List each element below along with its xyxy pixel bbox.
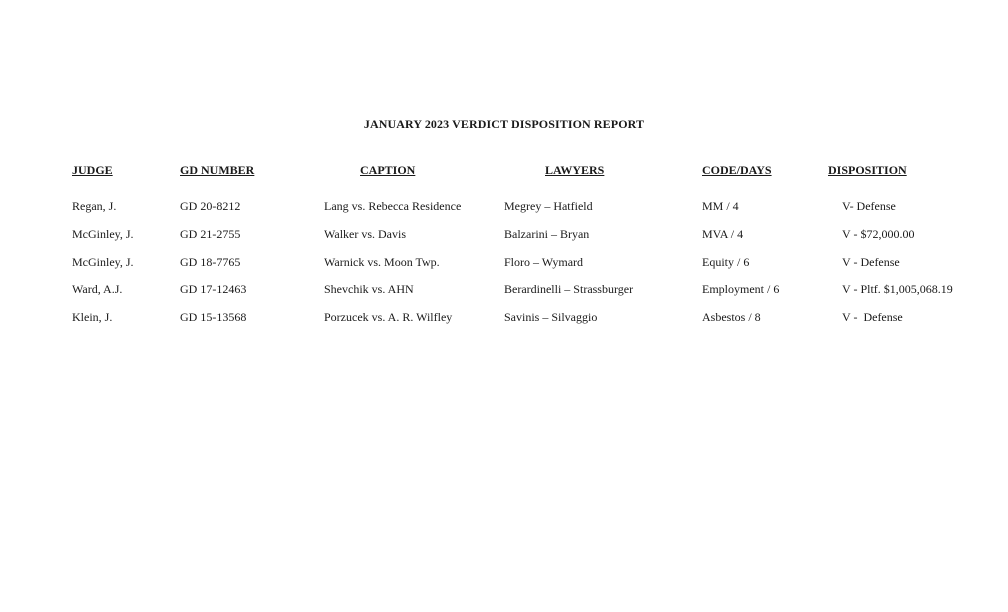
caption-cell: Porzucek vs. A. R. Wilfley (324, 310, 453, 325)
judge-cell: Ward, A.J. (72, 282, 123, 297)
lawyers-cell: Balzarini – Bryan (504, 226, 590, 241)
caption-cell: Shevchik vs. AHN (324, 282, 414, 297)
disposition-cell: V - Defense (842, 254, 900, 269)
disposition-cell: V - Pltf. $1,005,068.19 (842, 282, 953, 297)
caption-cell: Warnick vs. Moon Twp. (324, 254, 440, 269)
gd-number-cell: GD 20-8212 (180, 199, 241, 213)
judge-cell: Regan, J. (72, 199, 117, 213)
gd-number-cell: GD 15-13568 (180, 310, 247, 325)
code-days-cell: Equity / 6 (702, 254, 750, 269)
lawyers-cell: Savinis – Silvaggio (504, 310, 598, 325)
code-days-cell: Employment / 6 (702, 282, 780, 297)
header-caption: CAPTION (360, 163, 416, 177)
header-lawyers: LAWYERS (545, 163, 605, 177)
report-title: JANUARY 2023 VERDICT DISPOSITION REPORT (363, 117, 645, 131)
gd-number-cell: GD 17-12463 (180, 282, 247, 297)
header-disposition: DISPOSITION (828, 163, 907, 177)
verdict-table (0, 199, 1008, 338)
header-judge: JUDGE (72, 163, 113, 177)
header-code-days: CODE/DAYS (702, 163, 772, 177)
code-days-cell: MM / 4 (702, 199, 739, 213)
caption-cell: Walker vs. Davis (324, 226, 407, 241)
judge-cell: McGinley, J. (72, 254, 134, 269)
code-days-cell: Asbestos / 8 (702, 310, 761, 325)
judge-cell: Klein, J. (72, 310, 113, 325)
caption-cell: Lang vs. Rebecca Residence (324, 199, 462, 213)
code-days-cell: MVA / 4 (702, 226, 744, 241)
table-row (0, 282, 1008, 310)
judge-cell: McGinley, J. (72, 226, 134, 241)
header-gd-number: GD NUMBER (180, 163, 255, 177)
lawyers-cell: Megrey – Hatfield (504, 199, 593, 213)
disposition-cell: V - Defense (842, 310, 903, 325)
disposition-cell: V- Defense (842, 199, 896, 213)
lawyers-cell: Berardinelli – Strassburger (504, 282, 634, 297)
table-row (0, 310, 1008, 338)
gd-number-cell: GD 21-2755 (180, 226, 241, 241)
lawyers-cell: Floro – Wymard (504, 254, 584, 269)
table-row (0, 255, 1008, 283)
table-row (0, 199, 1008, 227)
gd-number-cell: GD 18-7765 (180, 254, 241, 269)
disposition-cell: V - $72,000.00 (842, 226, 915, 241)
table-row (0, 227, 1008, 255)
